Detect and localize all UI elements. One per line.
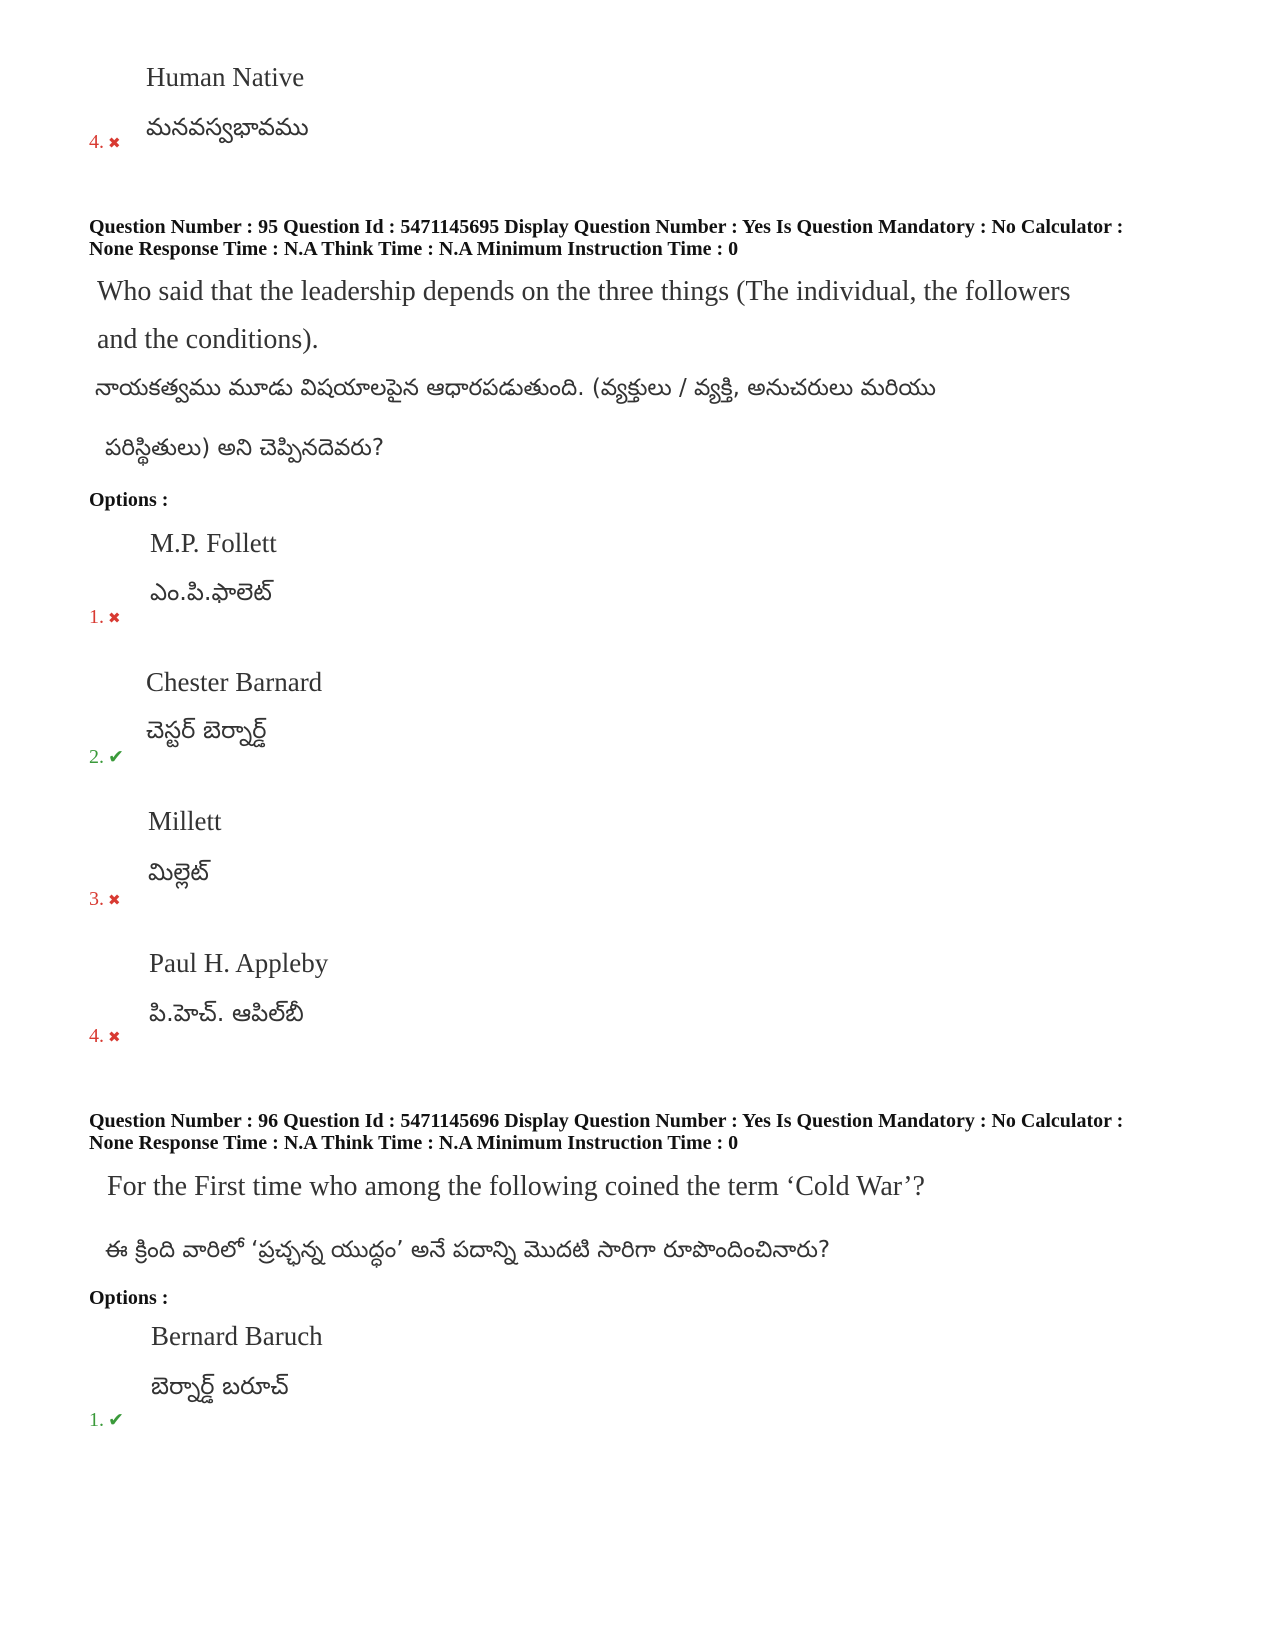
q95-option-4-english: Paul H. Appleby: [149, 948, 329, 978]
option-number: 2.: [89, 746, 104, 768]
option-number: 4.: [89, 131, 104, 153]
q96-option-1-telugu: బెర్నార్డ్ బరూచ్: [151, 1372, 289, 1400]
question-95-text-en-line2: and the conditions).: [97, 324, 319, 355]
q95-option-3-english: Millett: [148, 806, 222, 836]
question-96-text-en: For the First time who among the following coined the term ‘Cold War’?: [107, 1171, 925, 1202]
check-icon: ✔: [108, 746, 124, 768]
question-95-meta: [89, 216, 1209, 260]
q96-option-1-english: Bernard Baruch: [151, 1321, 323, 1351]
meta-line-1: Question Number : 95 Question Id : 5471145695 Display Question Number : Yes Is Question Mandatory : No Calculator :: [89, 216, 1124, 238]
meta-line-2: None Response Time : N.A Think Time : N.A Minimum Instruction Time : 0: [89, 238, 739, 260]
question-96-options-label: Options :: [89, 1287, 169, 1309]
q95-option-2-marker: [89, 746, 124, 769]
q95-option-2-english: Chester Barnard: [146, 667, 323, 697]
q95-option-1-english: M.P. Follett: [150, 528, 277, 558]
q95-option-2-telugu: చెస్టర్ బెర్నార్డ్: [146, 716, 267, 744]
option-number: 1.: [89, 1409, 104, 1431]
check-icon: ✔: [108, 1409, 124, 1431]
option-4-marker: [89, 131, 121, 154]
option-4-telugu: మనవస్వభావము: [146, 113, 309, 141]
option-number: 1.: [89, 606, 104, 628]
option-number: 4.: [89, 1025, 104, 1047]
q95-option-3-marker: [89, 888, 121, 911]
q95-option-1-marker: [89, 606, 121, 629]
q95-option-4-marker: [89, 1025, 121, 1048]
question-95-text-te-line2: పరిస్థితులు) అని చెప్పినదెవరు?: [105, 435, 385, 461]
question-95-options-label: Options :: [89, 489, 169, 511]
option-number: 3.: [89, 888, 104, 910]
q96-option-1-marker: [89, 1409, 124, 1432]
question-96-text-te: ఈ క్రింది వారిలో ‘ప్రచ్ఛన్న యుద్ధం’ అనే పదాన్ని మొదటి సారిగా రూపొందించినారు?: [105, 1237, 831, 1263]
question-95-text-en-line1: Who said that the leadership depends on the three things (The individual, the followers: [97, 276, 1071, 307]
q95-option-3-telugu: మిల్లెట్: [148, 858, 209, 886]
cross-icon: ✖: [108, 1028, 121, 1046]
q95-option-1-telugu: ఎం.పి.ఫాలెట్: [150, 578, 272, 606]
question-95-text-te-line1: నాయకత్వము మూడు విషయాలపైన ఆధారపడుతుంది. (వ్యక్తులు / వ్యక్తి, అనుచరులు మరియు: [95, 375, 936, 401]
q95-option-4-telugu: పి.హెచ్. ఆపిల్‌బీ: [149, 999, 304, 1027]
cross-icon: ✖: [108, 891, 121, 909]
question-96-meta: [89, 1110, 1209, 1154]
meta-line-1: Question Number : 96 Question Id : 5471145696 Display Question Number : Yes Is Question Mandatory : No Calculator :: [89, 1110, 1124, 1132]
option-4-english: Human Native: [146, 62, 305, 92]
cross-icon: ✖: [108, 609, 121, 627]
cross-icon: ✖: [108, 134, 121, 152]
meta-line-2: None Response Time : N.A Think Time : N.A Minimum Instruction Time : 0: [89, 1132, 739, 1154]
